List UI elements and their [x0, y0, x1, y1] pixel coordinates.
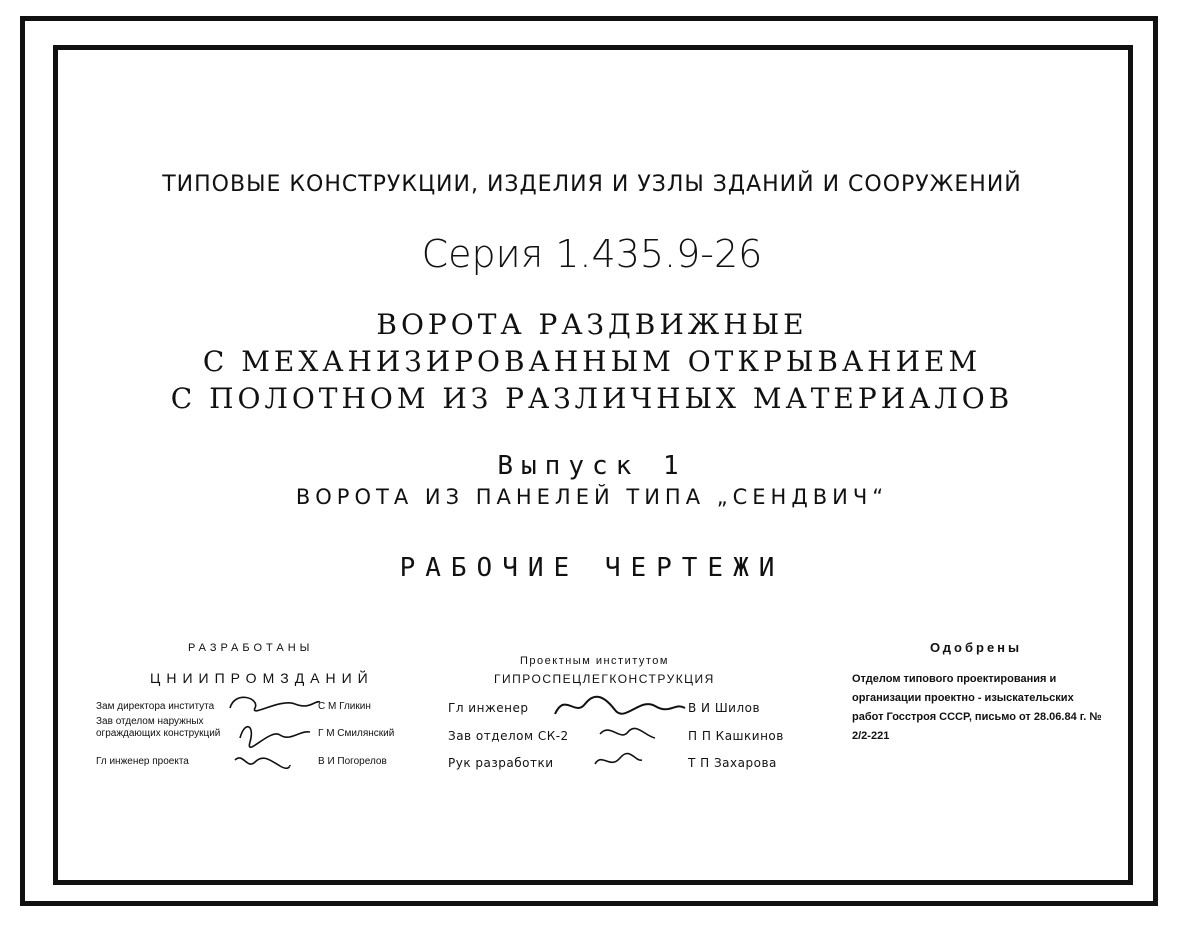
developed-role: Зав отделом наружных ограждающих конструкций: [96, 716, 221, 739]
issue-number: Выпуск 1: [497, 451, 687, 481]
institute-person: П П Кашкинов: [688, 729, 784, 743]
issue-subtitle: ВОРОТА ИЗ ПАНЕЛЕЙ ТИПА „СЕНДВИЧ“: [295, 485, 889, 509]
developed-role: Зам директора института: [96, 701, 215, 712]
institute-person: В И Шилов: [688, 701, 761, 715]
signature-marks-left: [225, 690, 325, 780]
approved-text: Отделом типового проектирования и организации проектно - изыскательских работ Госстроя СССР, письмо от 28.06.84 г. № 2/2-221: [852, 673, 1102, 742]
institute-organization: ГИПРОСПЕЦЛЕГКОНСТРУКЦИЯ: [494, 672, 715, 686]
institute-role: Рук разработки: [448, 756, 554, 770]
approved-heading: Одобрены: [930, 640, 1023, 655]
institute-heading: Проектным институтом: [520, 655, 669, 667]
developed-person: С М Гликин: [318, 701, 371, 712]
series-category: ТИПОВЫЕ КОНСТРУКЦИИ, ИЗДЕЛИЯ И УЗЛЫ ЗДАНИЙ И СООРУЖЕНИЙ: [162, 172, 1022, 197]
signature-2: [240, 727, 310, 748]
signature-1: [230, 697, 320, 711]
signature-6: [595, 753, 642, 764]
title-line-1: ВОРОТА РАЗДВИЖНЫЕ: [376, 308, 808, 341]
signature-3: [235, 758, 290, 768]
developed-person: Г М Смилянский: [318, 728, 395, 739]
institute-role: Зав отделом СК-2: [448, 729, 569, 743]
signature-4: [555, 697, 685, 714]
developed-role: Гл инженер проекта: [96, 756, 189, 767]
institute-role: Гл инженер: [448, 701, 529, 715]
drawings-label: РАБОЧИЕ ЧЕРТЕЖИ: [399, 553, 785, 583]
signature-marks-middle: [550, 692, 690, 777]
title-line-3: С ПОЛОТНОМ ИЗ РАЗЛИЧНЫХ МАТЕРИАЛОВ: [170, 382, 1014, 415]
developed-organization: ЦНИИПРОМЗДАНИЙ: [150, 670, 374, 686]
developed-heading: РАЗРАБОТАНЫ: [188, 642, 314, 654]
title-line-2: С МЕХАНИЗИРОВАННЫМ ОТКРЫВАНИЕМ: [202, 345, 982, 378]
developed-person: В И Погорелов: [318, 756, 387, 767]
institute-person: Т П Захарова: [688, 756, 777, 770]
signature-5: [600, 728, 655, 738]
series-title: Серия 1.435.9-26: [421, 232, 763, 276]
